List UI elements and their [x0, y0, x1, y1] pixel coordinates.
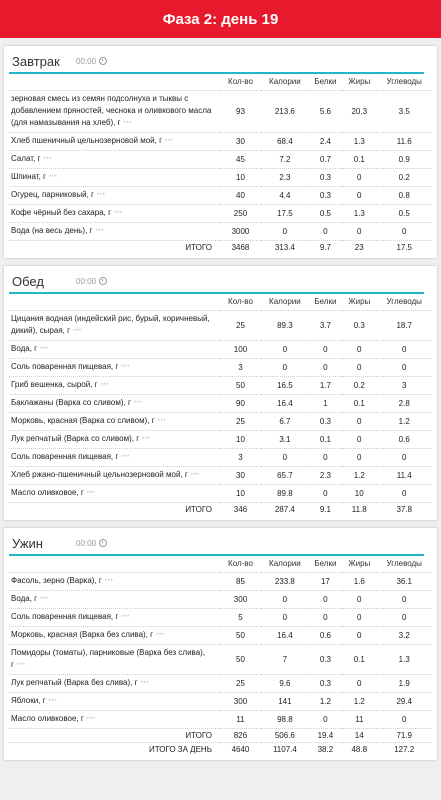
- food-qty: 25: [220, 675, 261, 693]
- meal-total-row: [9, 729, 432, 743]
- more-options-icon[interactable]: ***: [40, 597, 49, 603]
- meal-time-value: 00:00: [76, 276, 97, 286]
- more-options-icon[interactable]: ***: [114, 211, 123, 217]
- food-kcal: 3.1: [261, 431, 309, 449]
- food-name: Соль поваренная пищевая, г: [11, 612, 119, 621]
- food-carb: 0: [376, 341, 432, 359]
- column-header-name: [9, 74, 220, 91]
- food-name: Вода (на весь день), г: [11, 226, 93, 235]
- total-qty: 826: [220, 729, 261, 743]
- meal-card: [4, 528, 437, 760]
- total-prot: 19.4: [309, 729, 342, 743]
- total-kcal: 506.6: [261, 729, 309, 743]
- food-prot: 0.6: [309, 627, 342, 645]
- food-name: Вода, г: [11, 344, 38, 353]
- table-row: [9, 675, 432, 693]
- more-options-icon[interactable]: ***: [123, 121, 132, 127]
- food-name: Гриб вешенка, сырой, г: [11, 380, 98, 389]
- column-header-qty: Кол-во: [228, 77, 253, 86]
- more-options-icon[interactable]: ***: [16, 663, 26, 669]
- column-header-prot: Белки: [314, 77, 337, 86]
- total-prot: 9.7: [309, 241, 342, 255]
- food-name: Лук репчатый (Варка без слива), г: [11, 678, 138, 687]
- food-kcal: 17.5: [261, 205, 309, 223]
- more-options-icon[interactable]: ***: [142, 437, 151, 443]
- table-row: [9, 467, 432, 485]
- food-fat: 0.2: [342, 377, 376, 395]
- total-kcal: 313.4: [261, 241, 309, 255]
- food-fat: 0.1: [342, 645, 376, 675]
- day-total-row: [9, 743, 432, 757]
- food-name-cell: [9, 485, 220, 503]
- total-kcal: 287.4: [261, 503, 309, 517]
- food-kcal: 0: [261, 591, 309, 609]
- food-name-cell: [9, 377, 220, 395]
- more-options-icon[interactable]: ***: [140, 681, 150, 687]
- total-label: ИТОГО: [9, 241, 220, 255]
- food-prot: 0: [309, 449, 342, 467]
- food-qty: 250: [220, 205, 261, 223]
- food-kcal: 16.4: [261, 395, 309, 413]
- food-fat: 0: [342, 359, 376, 377]
- column-header-kcal: Калории: [269, 77, 301, 86]
- food-kcal: 9.6: [261, 675, 309, 693]
- food-qty: 25: [220, 311, 261, 341]
- food-fat: 0.3: [342, 311, 376, 341]
- food-name: зерновая смесь из семян подсолнуха и тыквы с добавлением пряностей, чеснока и оливкового масла (для намазывания на хлеб), г: [11, 94, 212, 127]
- table-header-row: [9, 74, 432, 91]
- clock-icon: [99, 57, 107, 65]
- table-row: [9, 449, 432, 467]
- food-kcal: 7: [261, 645, 309, 675]
- total-qty: 4640: [220, 743, 261, 757]
- total-qty: 3468: [220, 241, 261, 255]
- food-carb: 3.5: [376, 91, 432, 133]
- food-name: Баклажаны (Варка со сливом), г: [11, 398, 131, 407]
- food-prot: 1: [309, 395, 342, 413]
- food-fat: 0: [342, 627, 376, 645]
- food-kcal: 2.3: [261, 169, 309, 187]
- food-name: Вода, г: [11, 594, 38, 603]
- meal-table: [9, 556, 432, 756]
- food-fat: 0: [342, 223, 376, 241]
- food-fat: 0.1: [342, 395, 376, 413]
- food-fat: 1.2: [342, 467, 376, 485]
- food-carb: 2.8: [376, 395, 432, 413]
- food-name-cell: [9, 591, 220, 609]
- food-name-cell: [9, 169, 220, 187]
- total-carb: 37.8: [376, 503, 432, 517]
- food-fat: 10: [342, 485, 376, 503]
- column-header-fat: Жиры: [348, 559, 371, 568]
- more-options-icon[interactable]: ***: [104, 579, 114, 585]
- food-prot: 0: [309, 485, 342, 503]
- food-prot: 0.7: [309, 151, 342, 169]
- more-options-icon[interactable]: ***: [40, 347, 49, 353]
- food-name-cell: [9, 311, 220, 341]
- food-qty: 3: [220, 359, 261, 377]
- more-options-icon[interactable]: ***: [73, 329, 82, 335]
- food-name: Шпинат, г: [11, 172, 46, 181]
- column-header-prot: Белки: [314, 559, 337, 568]
- more-options-icon[interactable]: ***: [48, 175, 58, 181]
- food-qty: 3: [220, 449, 261, 467]
- food-prot: 0.3: [309, 675, 342, 693]
- total-label: ИТОГО ЗА ДЕНЬ: [9, 743, 220, 757]
- food-name-cell: [9, 431, 220, 449]
- more-options-icon[interactable]: ***: [43, 157, 52, 163]
- table-row: [9, 359, 432, 377]
- food-fat: 1.6: [342, 573, 376, 591]
- table-row: [9, 485, 432, 503]
- food-kcal: 65.7: [261, 467, 309, 485]
- food-prot: 0: [309, 359, 342, 377]
- food-kcal: 0: [261, 223, 309, 241]
- food-prot: 1.2: [309, 693, 342, 711]
- food-qty: 3000: [220, 223, 261, 241]
- food-name: Цицания водная (индейский рис, бурый, коричневый, дикий), сырая, г: [11, 314, 210, 335]
- food-kcal: 0: [261, 609, 309, 627]
- column-header-name: [9, 294, 220, 311]
- total-label: ИТОГО: [9, 503, 220, 517]
- food-name-cell: [9, 711, 220, 729]
- table-row: [9, 377, 432, 395]
- meal-table: [9, 74, 432, 254]
- food-prot: 5.6: [309, 91, 342, 133]
- food-name: Яблоки, г: [11, 696, 46, 705]
- food-prot: 0.1: [309, 431, 342, 449]
- food-carb: 11.6: [376, 133, 432, 151]
- total-qty: 346: [220, 503, 261, 517]
- food-carb: 0: [376, 359, 432, 377]
- food-carb: 18.7: [376, 311, 432, 341]
- meal-title: Завтрак: [12, 53, 60, 69]
- food-prot: 0: [309, 341, 342, 359]
- more-options-icon[interactable]: ***: [95, 229, 104, 235]
- food-name-cell: [9, 645, 220, 675]
- food-prot: 1.7: [309, 377, 342, 395]
- more-options-icon[interactable]: ***: [156, 633, 165, 639]
- food-name: Кофе чёрный без сахара, г: [11, 208, 112, 217]
- food-carb: 0.5: [376, 205, 432, 223]
- food-fat: 0: [342, 591, 376, 609]
- food-kcal: 213.6: [261, 91, 309, 133]
- food-kcal: 4.4: [261, 187, 309, 205]
- more-options-icon[interactable]: ***: [48, 699, 58, 705]
- food-name: Салат, г: [11, 154, 41, 163]
- food-qty: 300: [220, 693, 261, 711]
- food-prot: 0.3: [309, 413, 342, 431]
- food-qty: 30: [220, 133, 261, 151]
- total-fat: 48.8: [342, 743, 376, 757]
- column-header-name: [9, 556, 220, 573]
- total-prot: 38.2: [309, 743, 342, 757]
- more-options-icon[interactable]: ***: [157, 419, 167, 425]
- meal-card: [4, 46, 437, 258]
- food-qty: 85: [220, 573, 261, 591]
- food-kcal: 0: [261, 449, 309, 467]
- food-name: Фасоль, зерно (Варка), г: [11, 576, 102, 585]
- food-prot: 0: [309, 711, 342, 729]
- table-row: [9, 223, 432, 241]
- food-name-cell: [9, 413, 220, 431]
- food-carb: 1.2: [376, 413, 432, 431]
- more-options-icon[interactable]: ***: [86, 717, 96, 723]
- food-kcal: 7.2: [261, 151, 309, 169]
- food-name-cell: [9, 341, 220, 359]
- food-name: Хлеб ржано-пшеничный цельнозерновой мой, г: [11, 470, 188, 479]
- food-fat: 1.3: [342, 205, 376, 223]
- food-carb: 0: [376, 609, 432, 627]
- meal-header: [9, 52, 432, 70]
- column-header-carb: Углеводы: [386, 297, 422, 306]
- food-qty: 10: [220, 431, 261, 449]
- food-carb: 0.2: [376, 169, 432, 187]
- total-fat: 14: [342, 729, 376, 743]
- total-kcal: 1107.4: [261, 743, 309, 757]
- column-header-qty: Кол-во: [228, 559, 253, 568]
- meal-total-row: [9, 503, 432, 517]
- food-kcal: 16.5: [261, 377, 309, 395]
- food-fat: 0: [342, 609, 376, 627]
- meal-header: [9, 272, 432, 290]
- food-carb: 3.2: [376, 627, 432, 645]
- food-kcal: 16.4: [261, 627, 309, 645]
- food-carb: 0: [376, 223, 432, 241]
- table-row: [9, 573, 432, 591]
- column-header-carb: Углеводы: [386, 77, 422, 86]
- food-carb: 29.4: [376, 693, 432, 711]
- more-options-icon[interactable]: ***: [121, 615, 130, 621]
- table-row: [9, 413, 432, 431]
- clock-icon: [99, 539, 107, 547]
- food-name: Морковь, красная (Варка со сливом), г: [11, 416, 155, 425]
- food-name: Масло оливковое, г: [11, 714, 84, 723]
- table-row: [9, 645, 432, 675]
- food-prot: 0.3: [309, 645, 342, 675]
- table-row: [9, 91, 432, 133]
- food-prot: 17: [309, 573, 342, 591]
- meal-time[interactable]: [76, 539, 107, 548]
- page-title: Фаза 2: день 19: [162, 10, 279, 28]
- meal-title: Обед: [12, 273, 44, 289]
- table-row: [9, 431, 432, 449]
- food-carb: 0.9: [376, 151, 432, 169]
- food-carb: 0: [376, 591, 432, 609]
- food-name-cell: [9, 205, 220, 223]
- food-name-cell: [9, 693, 220, 711]
- food-qty: 10: [220, 169, 261, 187]
- food-fat: 0: [342, 431, 376, 449]
- table-row: [9, 591, 432, 609]
- food-carb: 1.9: [376, 675, 432, 693]
- meal-total-row: [9, 241, 432, 255]
- food-prot: 0: [309, 609, 342, 627]
- table-row: [9, 205, 432, 223]
- table-row: [9, 711, 432, 729]
- total-prot: 9.1: [309, 503, 342, 517]
- food-carb: 3: [376, 377, 432, 395]
- food-name: Соль поваренная пищевая, г: [11, 362, 119, 371]
- meal-table: [9, 294, 432, 516]
- food-qty: 45: [220, 151, 261, 169]
- food-fat: 1.3: [342, 133, 376, 151]
- more-options-icon[interactable]: ***: [100, 383, 110, 389]
- table-row: [9, 311, 432, 341]
- table-row: [9, 627, 432, 645]
- food-name-cell: [9, 395, 220, 413]
- total-fat: 11.8: [342, 503, 376, 517]
- food-name: Хлеб пшеничный цельнозерновой мой, г: [11, 136, 162, 145]
- food-prot: 0.3: [309, 169, 342, 187]
- food-name-cell: [9, 467, 220, 485]
- table-row: [9, 133, 432, 151]
- food-kcal: 141: [261, 693, 309, 711]
- total-carb: 71.9: [376, 729, 432, 743]
- table-row: [9, 395, 432, 413]
- food-fat: 0: [342, 413, 376, 431]
- food-fat: 0: [342, 341, 376, 359]
- food-name-cell: [9, 573, 220, 591]
- food-name: Масло оливковое, г: [11, 488, 84, 497]
- table-row: [9, 341, 432, 359]
- food-name-cell: [9, 627, 220, 645]
- column-header-kcal: Калории: [269, 297, 301, 306]
- food-name: Лук репчатый (Варка со сливом), г: [11, 434, 140, 443]
- more-options-icon[interactable]: ***: [133, 401, 143, 407]
- column-header-prot: Белки: [314, 297, 337, 306]
- meal-card: [4, 266, 437, 520]
- table-row: [9, 693, 432, 711]
- column-header-fat: Жиры: [348, 297, 371, 306]
- food-qty: 25: [220, 413, 261, 431]
- food-fat: 0: [342, 169, 376, 187]
- food-qty: 50: [220, 377, 261, 395]
- food-fat: 11: [342, 711, 376, 729]
- table-row: [9, 609, 432, 627]
- food-prot: 0.5: [309, 205, 342, 223]
- table-header-row: [9, 556, 432, 573]
- food-name-cell: [9, 359, 220, 377]
- column-header-qty: Кол-во: [228, 297, 253, 306]
- meal-time[interactable]: [76, 277, 107, 286]
- more-options-icon[interactable]: ***: [165, 139, 174, 145]
- food-qty: 50: [220, 627, 261, 645]
- food-kcal: 0: [261, 341, 309, 359]
- food-name: Помидоры (томаты), парниковые (Варка без слива), г: [11, 648, 206, 669]
- food-qty: 50: [220, 645, 261, 675]
- more-options-icon[interactable]: ***: [190, 473, 200, 479]
- food-carb: 0: [376, 711, 432, 729]
- more-options-icon[interactable]: ***: [86, 491, 96, 497]
- app-header: [0, 0, 441, 38]
- food-name: Огурец, парниковый, г: [11, 190, 94, 199]
- food-carb: 36.1: [376, 573, 432, 591]
- food-prot: 0: [309, 591, 342, 609]
- meal-time-value: 00:00: [76, 56, 97, 66]
- food-name-cell: [9, 133, 220, 151]
- total-label: ИТОГО: [9, 729, 220, 743]
- food-qty: 90: [220, 395, 261, 413]
- food-qty: 11: [220, 711, 261, 729]
- table-header-row: [9, 294, 432, 311]
- food-carb: 1.3: [376, 645, 432, 675]
- food-fat: 0.1: [342, 151, 376, 169]
- food-name: Соль поваренная пищевая, г: [11, 452, 119, 461]
- more-options-icon[interactable]: ***: [121, 365, 130, 371]
- food-kcal: 68.4: [261, 133, 309, 151]
- food-kcal: 0: [261, 359, 309, 377]
- food-name-cell: [9, 609, 220, 627]
- food-fat: 0: [342, 449, 376, 467]
- food-carb: 0: [376, 449, 432, 467]
- column-header-fat: Жиры: [348, 77, 371, 86]
- table-row: [9, 169, 432, 187]
- food-carb: 0: [376, 485, 432, 503]
- food-qty: 10: [220, 485, 261, 503]
- food-prot: 2.3: [309, 467, 342, 485]
- food-kcal: 89.3: [261, 311, 309, 341]
- food-qty: 300: [220, 591, 261, 609]
- total-carb: 17.5: [376, 241, 432, 255]
- food-carb: 0.8: [376, 187, 432, 205]
- food-name-cell: [9, 151, 220, 169]
- food-qty: 5: [220, 609, 261, 627]
- food-name-cell: [9, 449, 220, 467]
- food-name-cell: [9, 675, 220, 693]
- food-fat: 20.3: [342, 91, 376, 133]
- food-fat: 0: [342, 675, 376, 693]
- food-kcal: 233.8: [261, 573, 309, 591]
- food-qty: 40: [220, 187, 261, 205]
- food-carb: 11.4: [376, 467, 432, 485]
- food-kcal: 89.8: [261, 485, 309, 503]
- food-prot: 0.3: [309, 187, 342, 205]
- column-header-kcal: Калории: [269, 559, 301, 568]
- food-qty: 93: [220, 91, 261, 133]
- food-prot: 0: [309, 223, 342, 241]
- column-header-carb: Углеводы: [386, 559, 422, 568]
- food-prot: 3.7: [309, 311, 342, 341]
- table-row: [9, 187, 432, 205]
- total-carb: 127.2: [376, 743, 432, 757]
- clock-icon: [99, 277, 107, 285]
- food-name: Морковь, красная (Варка без слива), г: [11, 630, 154, 639]
- food-qty: 30: [220, 467, 261, 485]
- food-fat: 0: [342, 187, 376, 205]
- food-name-cell: [9, 223, 220, 241]
- meals-list: [0, 46, 441, 760]
- table-row: [9, 151, 432, 169]
- meal-time-value: 00:00: [76, 538, 97, 548]
- food-name-cell: [9, 187, 220, 205]
- food-kcal: 6.7: [261, 413, 309, 431]
- more-options-icon[interactable]: ***: [121, 455, 130, 461]
- meal-header: [9, 534, 432, 552]
- food-qty: 100: [220, 341, 261, 359]
- meal-time[interactable]: [76, 57, 107, 66]
- food-name-cell: [9, 91, 220, 133]
- total-fat: 23: [342, 241, 376, 255]
- more-options-icon[interactable]: ***: [96, 193, 106, 199]
- food-prot: 2.4: [309, 133, 342, 151]
- food-fat: 1.2: [342, 693, 376, 711]
- food-kcal: 98.8: [261, 711, 309, 729]
- food-carb: 0.6: [376, 431, 432, 449]
- meal-title: Ужин: [12, 535, 43, 551]
